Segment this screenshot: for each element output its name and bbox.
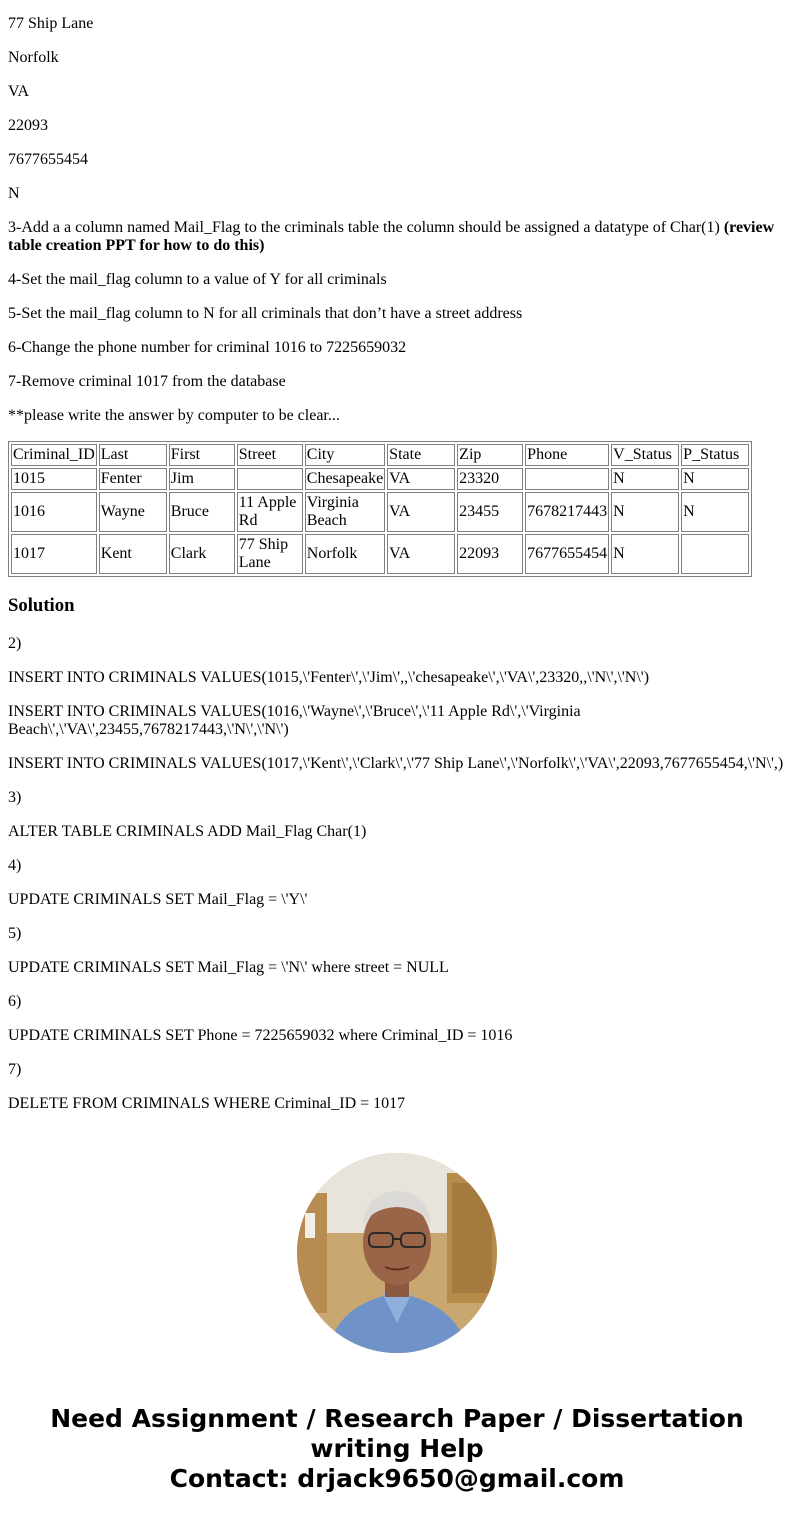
table-cell: N [681,492,749,532]
footer-contact: Contact: drjack9650@gmail.com [169,1464,625,1493]
solution-line: 3) [8,789,22,806]
header-cell: First [169,444,235,466]
question-note: (review table creation PPT for how to do this) [8,219,775,254]
solution-line: 7) [8,1061,22,1078]
question-5: 5-Set the mail_flag column to N for all criminals that don’t have a street address [8,305,523,322]
table-cell: N [611,534,679,574]
table-cell: Bruce [169,492,235,532]
table-row [11,534,749,574]
footer-banner [0,1404,794,1494]
avatar [297,1153,497,1353]
address-line: N [8,185,20,202]
solution-line: UPDATE CRIMINALS SET Phone = 7225659032 where Criminal_ID = 1016 [8,1027,513,1044]
address-line: 7677655454 [8,151,88,168]
table-cell: 7677655454 [525,534,609,574]
solution-line: INSERT INTO CRIMINALS VALUES(1016,\'Wayne\',\'Bruce\',\'11 Apple Rd\',\'Virginia Beach\',\'VA\',23455,7678217443,\'N\',\'N\') [8,703,581,738]
header-cell: Last [99,444,167,466]
table-cell: 1015 [11,468,97,490]
table-cell: Jim [169,468,235,490]
table-cell: 77 Ship Lane [237,534,303,574]
header-cell: P_Status [681,444,749,466]
document-body [8,15,786,1129]
table-cell: VA [387,468,455,490]
solution-line: INSERT INTO CRIMINALS VALUES(1017,\'Kent\',\'Clark\',\'77 Ship Lane\',\'Norfolk\',\'VA\',22093,7677655454,\'N\',) [8,755,784,772]
address-line: Norfolk [8,49,59,66]
address-line: VA [8,83,30,100]
header-cell: Criminal_ID [11,444,97,466]
question-6: 6-Change the phone number for criminal 1016 to 7225659032 [8,339,407,356]
solution-line: 4) [8,857,22,874]
portrait-photo [297,1153,497,1353]
solution-line: 2) [8,635,22,652]
header-cell: Zip [457,444,523,466]
criminals-table [8,441,752,577]
table-cell: Kent [99,534,167,574]
question-text: 3-Add a a column named Mail_Flag to the criminals table the column should be assigned a datatype of Char(1) [8,219,724,236]
question-7: 7-Remove criminal 1017 from the database [8,373,286,390]
table-row [11,468,749,490]
table-cell: 1016 [11,492,97,532]
table-cell: N [611,468,679,490]
solution-line: 6) [8,993,22,1010]
table-cell: Clark [169,534,235,574]
question-3 [8,219,786,255]
address-line: 77 Ship Lane [8,15,94,32]
table-cell: 7678217443 [525,492,609,532]
table-cell: Virginia Beach [305,492,385,532]
footer-line: writing Help [310,1434,484,1463]
request-note: **please write the answer by computer to be clear... [8,407,340,424]
header-cell: V_Status [611,444,679,466]
table-cell: N [611,492,679,532]
solution-line: INSERT INTO CRIMINALS VALUES(1015,\'Fenter\',\'Jim\',,\'chesapeake\',\'VA\',23320,,\'N\',\'N\') [8,669,650,686]
solution-line: DELETE FROM CRIMINALS WHERE Criminal_ID = 1017 [8,1095,406,1112]
footer-line: Need Assignment / Research Paper / Dissertation [50,1404,744,1433]
table-cell: Norfolk [305,534,385,574]
question-4: 4-Set the mail_flag column to a value of Y for all criminals [8,271,387,288]
table-cell: 11 Apple Rd [237,492,303,532]
table-cell: 23320 [457,468,523,490]
table-cell [525,468,609,490]
table-cell: Chesapeake [305,468,385,490]
table-cell: 22093 [457,534,523,574]
table-cell: 23455 [457,492,523,532]
header-cell: Street [237,444,303,466]
solution-line: ALTER TABLE CRIMINALS ADD Mail_Flag Char(1) [8,823,367,840]
table-header-row [11,444,749,466]
table-cell: N [681,468,749,490]
address-line: 22093 [8,117,48,134]
solution-line: 5) [8,925,22,942]
table-cell: Fenter [99,468,167,490]
table-cell: VA [387,534,455,574]
solution-line: UPDATE CRIMINALS SET Mail_Flag = \'Y\' [8,891,308,908]
table-cell [237,468,303,490]
header-cell: City [305,444,385,466]
header-cell: State [387,444,455,466]
table-cell: Wayne [99,492,167,532]
table-cell: 1017 [11,534,97,574]
header-cell: Phone [525,444,609,466]
table-cell: VA [387,492,455,532]
table-cell [681,534,749,574]
solution-line: UPDATE CRIMINALS SET Mail_Flag = \'N\' where street = NULL [8,959,449,976]
table-row [11,492,749,532]
solution-heading: Solution [8,595,75,616]
